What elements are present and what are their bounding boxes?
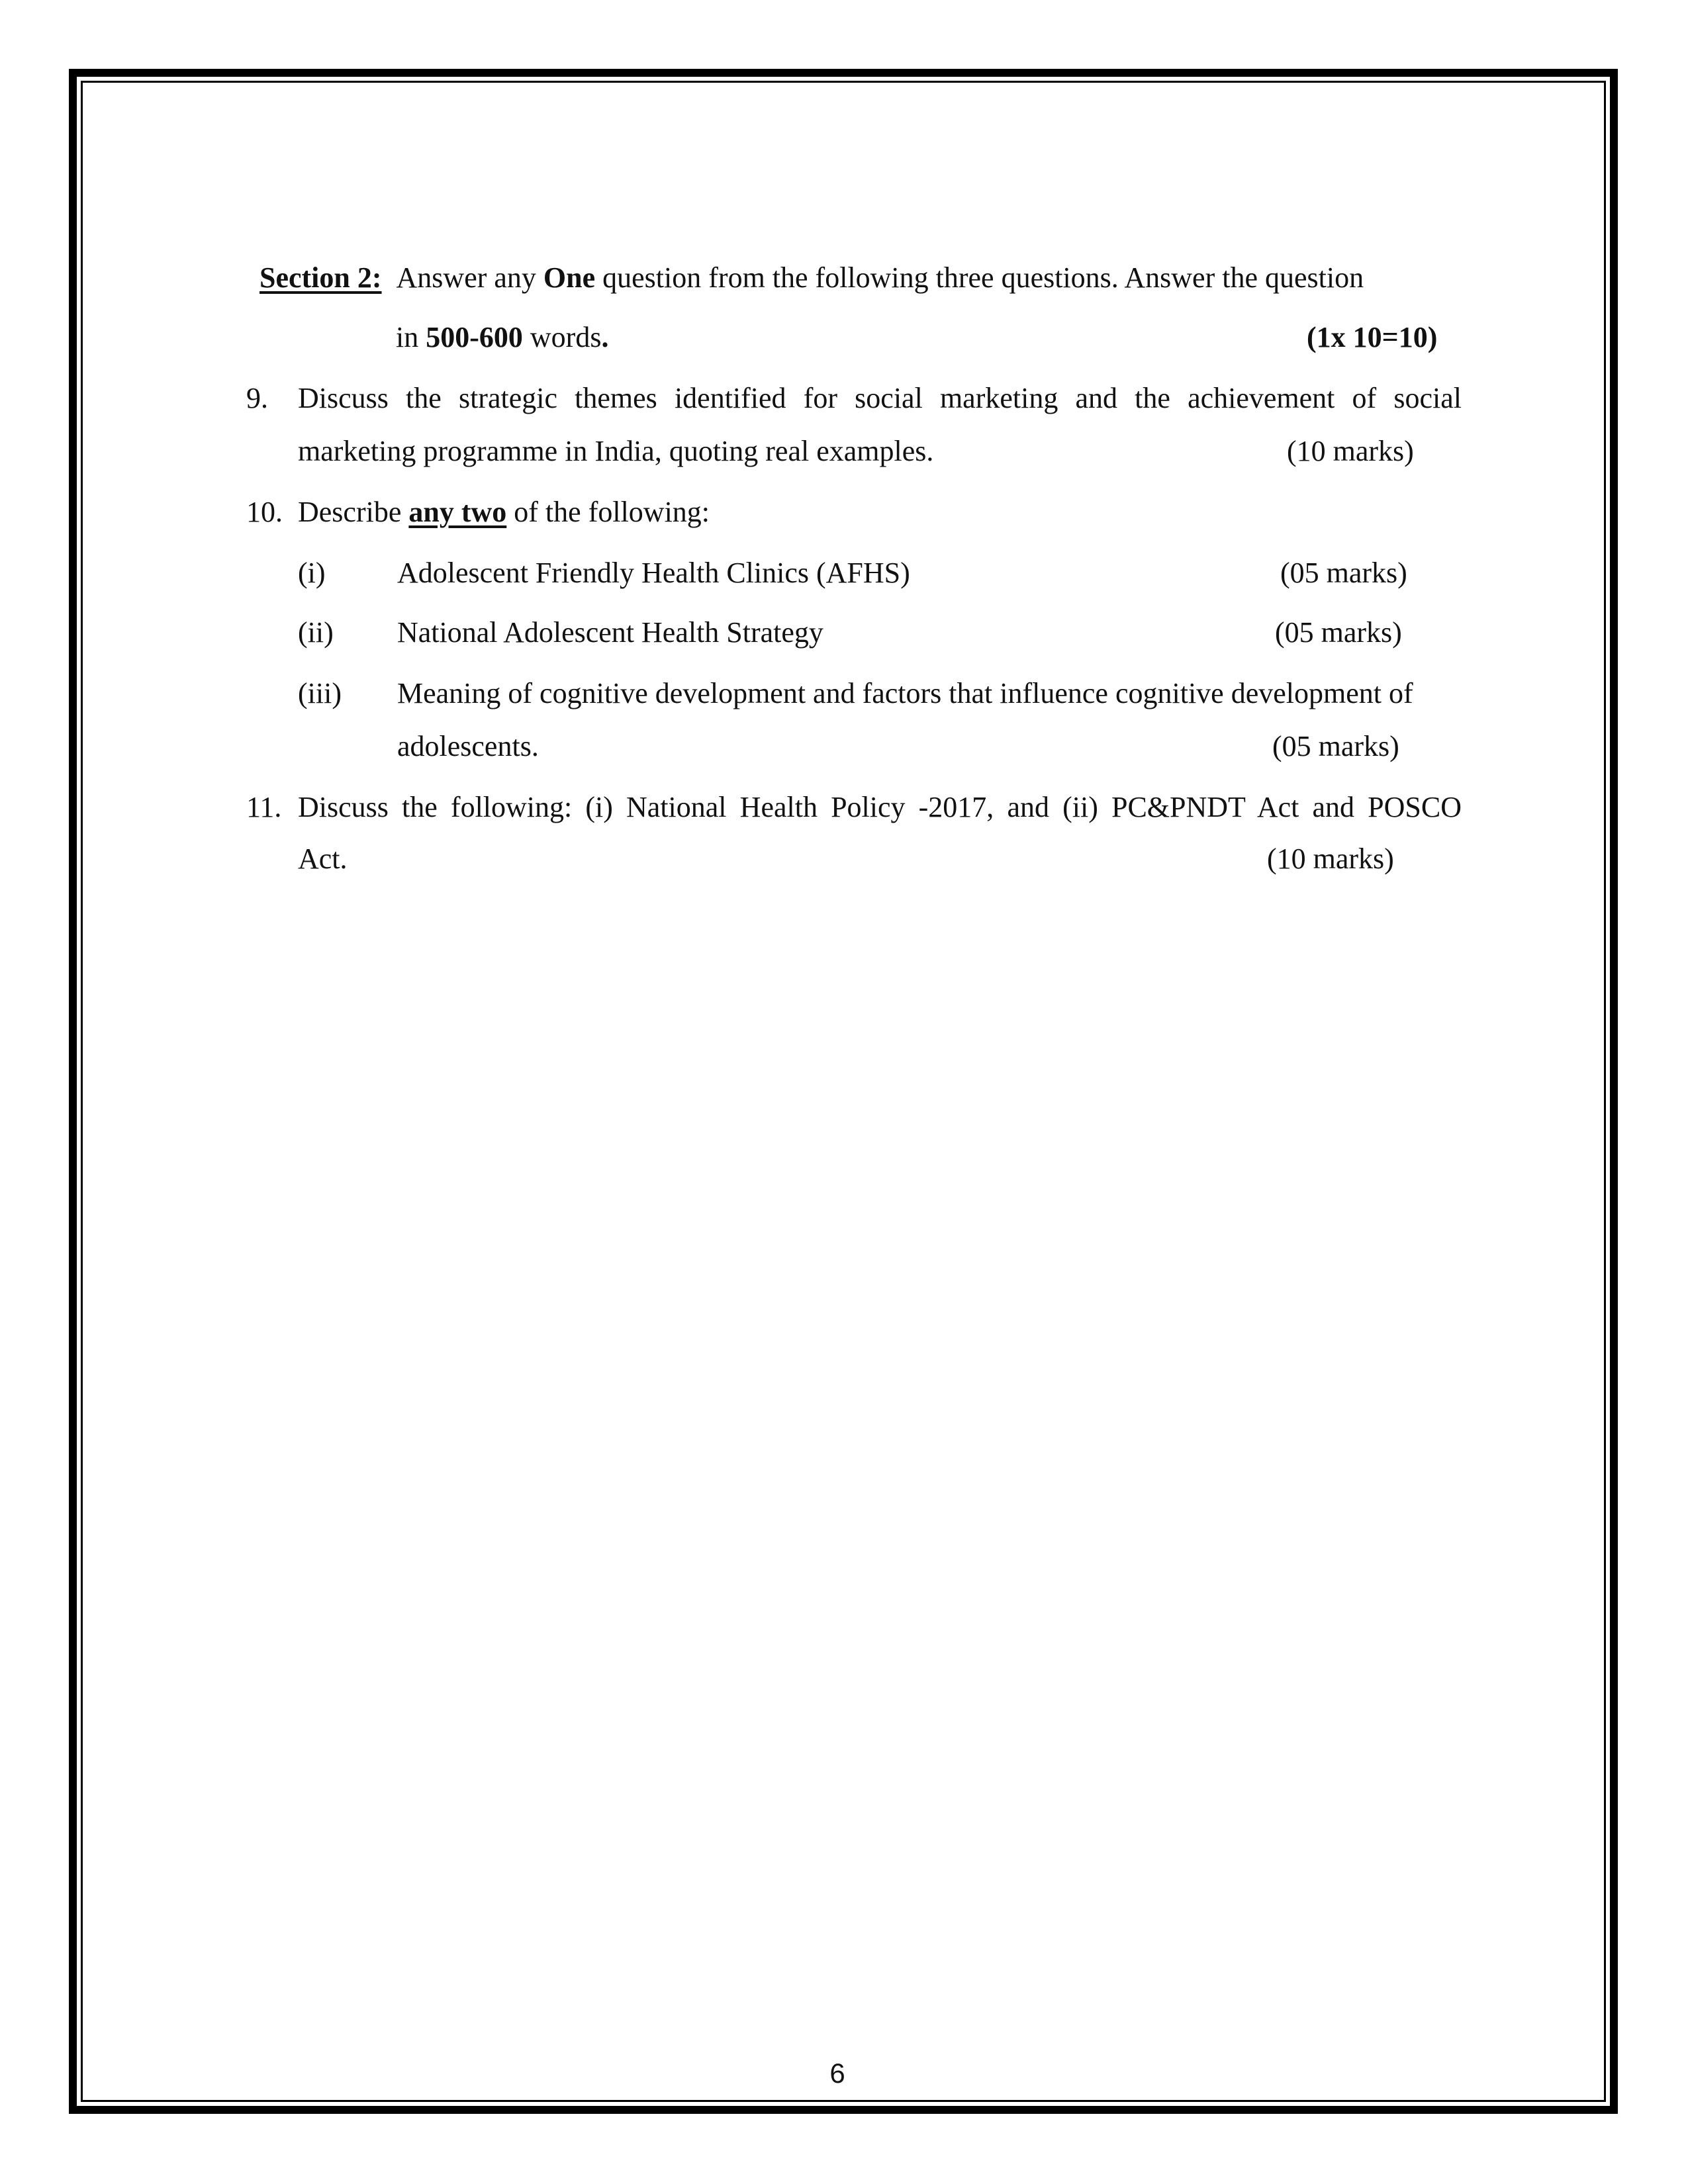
subitem-number: (i) <box>298 557 326 589</box>
subitem-text: Meaning of cognitive development and factors that influence cognitive development of <box>397 677 1413 709</box>
subitem-text: National Adolescent Health Strategy <box>397 616 823 649</box>
section-instructions-line1: Section 2: Answer any One question from the following three questions. Answer the question <box>259 261 1364 294</box>
question-text: Act. <box>298 842 348 875</box>
subitem-number: (iii) <box>298 677 342 709</box>
subitem-marks: (05 marks) <box>1280 557 1407 589</box>
question-marks: (10 marks) <box>1287 435 1414 467</box>
section-total-marks: (1x 10=10) <box>1307 321 1438 353</box>
question-number: 9. <box>246 382 268 414</box>
section-heading: Section 2: <box>259 261 382 294</box>
question-text: Discuss the following: (i) National Health Policy -2017, and (ii) PC&PNDT Act and POSCO <box>298 791 1462 823</box>
question-text: Describe any two of the following: <box>298 496 710 528</box>
question-marks: (10 marks) <box>1267 842 1394 875</box>
section-instructions-line2: in 500-600 words. <box>396 321 609 353</box>
question-number: 11. <box>246 791 282 823</box>
question-number: 10. <box>246 496 283 528</box>
subitem-text: adolescents. <box>397 730 539 762</box>
subitem-marks: (05 marks) <box>1272 730 1399 762</box>
page-number: 6 <box>829 2058 845 2089</box>
subitem-text: Adolescent Friendly Health Clinics (AFHS) <box>397 557 910 589</box>
question-text: Discuss the strategic themes identified for social marketing and the achievement of social <box>298 382 1462 414</box>
question-text: marketing programme in India, quoting real examples. <box>298 435 934 467</box>
subitem-marks: (05 marks) <box>1275 616 1402 649</box>
subitem-number: (ii) <box>298 616 334 649</box>
